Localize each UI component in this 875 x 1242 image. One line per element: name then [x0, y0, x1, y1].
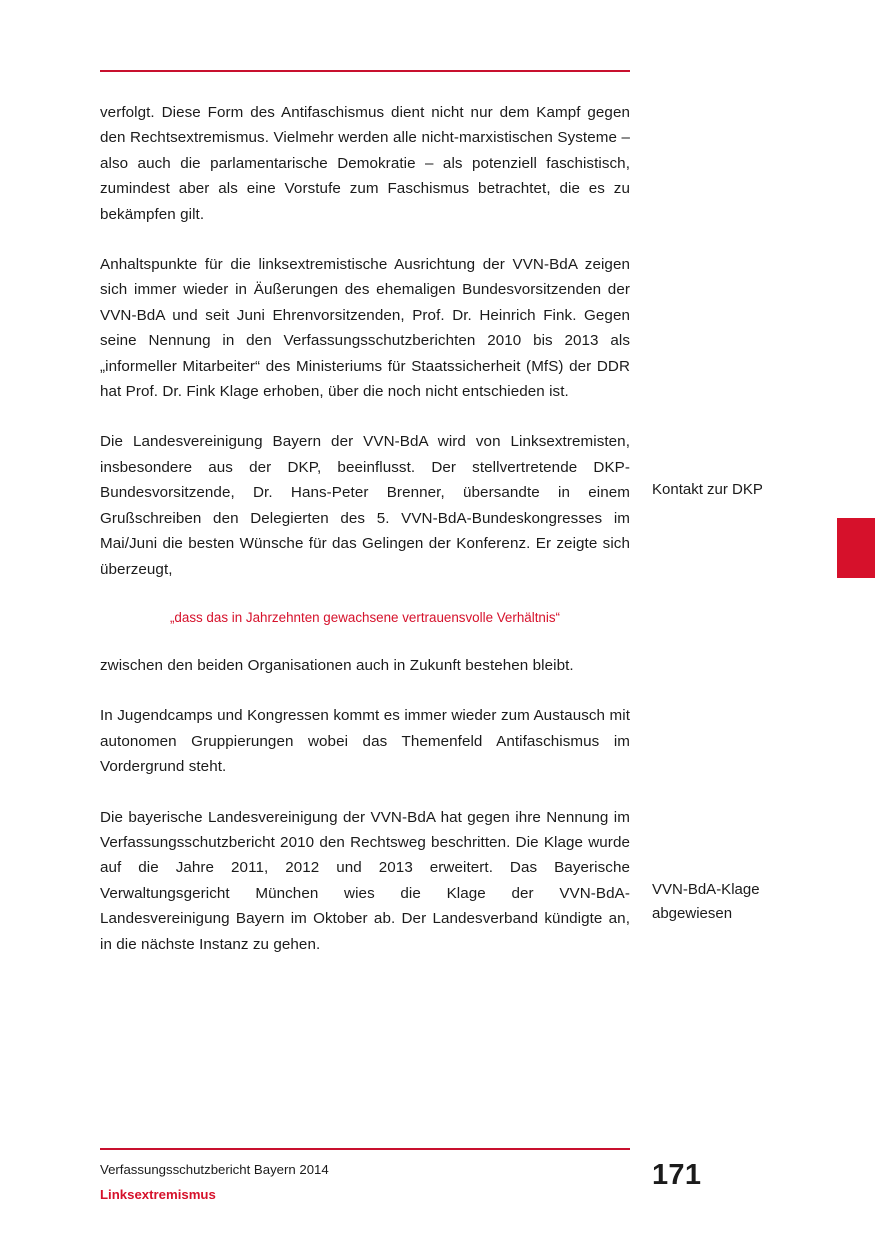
pull-quote: „dass das in Jahrzehnten gewachsene vertrauensvolle Verhältnis“ [169, 609, 561, 625]
body-paragraph: In Jugendcamps und Kongressen kommt es immer wieder zum Austausch mit autonomen Gruppierungen wobei das Themenfeld Antifaschismus im Vordergrund steht. [100, 707, 630, 776]
body-paragraph: verfolgt. Diese Form des Antifaschismus dient nicht nur dem Kampf gegen den Rechtsextremismus. Vielmehr werden alle nicht-marxistischen Systeme – also auch die parlamentarische Demokratie – als potenziell faschistisch, zumindest aber als eine Vorstufe zum Faschismus betrachtet, die es zu bekämpfen gilt. [100, 104, 630, 223]
body-paragraph: Die bayerische Landesvereinigung der VVN-BdA hat gegen ihre Nennung im Verfassungsschutzbericht 2010 den Rechtsweg beschritten. Die Klage wurde auf die Jahre 2011, 2012 und 2013 erweitert. Das Bayerische Verwaltungsgericht München wies die Klage der VVN-BdA-Landesvereinigung Bayern im Oktober ab. Der Landesverband kündigte an, in die nächste Instanz zu gehen. [100, 808, 630, 953]
main-text-column [100, 100, 630, 957]
margin-note: Kontakt zur DKP [652, 481, 763, 498]
top-divider-rule [100, 70, 630, 72]
footer-chapter-title: Linksextremismus [100, 1187, 216, 1202]
footer-divider-rule [100, 1148, 630, 1150]
body-paragraph: zwischen den beiden Organisationen auch in Zukunft bestehen bleibt. [100, 656, 574, 674]
footer-report-title: Verfassungsschutzbericht Bayern 2014 [100, 1162, 329, 1177]
body-paragraph: Anhaltspunkte für die linksextremistische Ausrichtung der VVN-BdA zeigen sich immer wieder in Äußerungen des ehemaligen Bundesvorsitzenden der VVN-BdA und seit Juni Ehrenvorsitzenden, Prof. Dr. Heinrich Fink. Gegen seine Nennung in den Verfassungsschutzberichten 2010 bis 2013 als „informeller Mitarbeiter“ des Ministeriums für Staatssicherheit (MfS) der DDR hat Prof. Dr. Fink Klage erhoben, über die noch nicht entschieden ist. [100, 256, 630, 401]
chapter-edge-tab [837, 518, 875, 578]
margin-note: VVN-BdA-Klage abgewiesen [652, 881, 760, 922]
body-paragraph: Die Landesvereinigung Bayern der VVN-BdA wird von Linksextremisten, insbesondere aus der DKP, beeinflusst. Der stellvertretende DKP-Bundesvorsitzende, Dr. Hans-Peter Brenner, übersandte in einem Grußschreiben den Delegierten des 5. VVN-BdA-Bundeskongresses im Mai/Juni die besten Wünsche für das Gelingen der Konferenz. Er zeigte sich überzeugt, [100, 433, 630, 578]
page-number: 171 [652, 1159, 702, 1191]
